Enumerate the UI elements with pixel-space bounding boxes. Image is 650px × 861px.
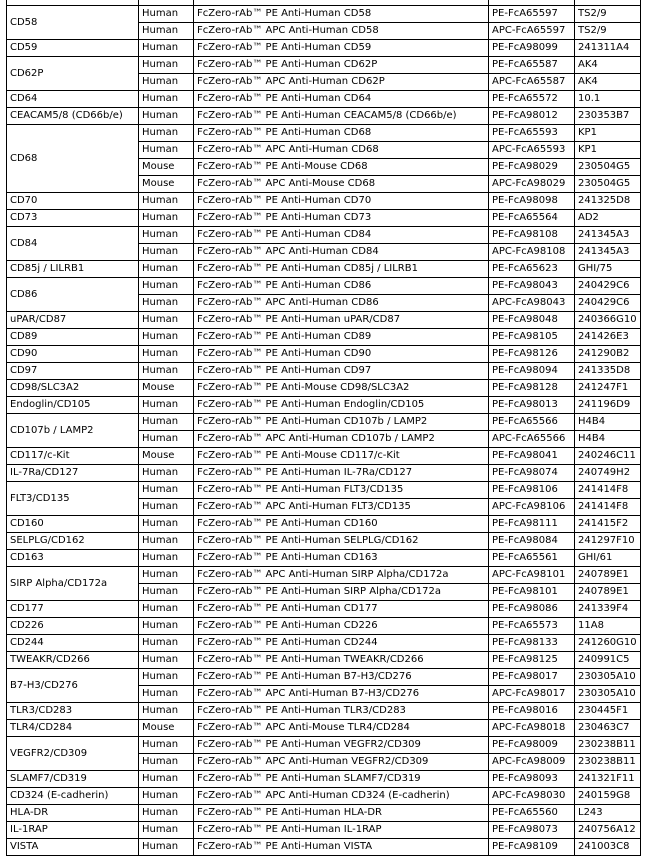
clone-cell: 240991C5 — [575, 652, 641, 669]
product-name-cell: FcZero-rAb™ APC Anti-Human CD107b / LAMP2 — [194, 431, 489, 448]
clone-cell: 230504G5 — [575, 176, 641, 193]
catalog-number-cell: PE-FcA98108 — [489, 227, 575, 244]
target-cell: CD98/SLC3A2 — [7, 380, 139, 397]
table-row — [7, 601, 641, 618]
table-row — [7, 57, 641, 74]
catalog-number-cell: APC-FcA98009 — [489, 754, 575, 771]
product-name-cell: FcZero-rAb™ PE Anti-Human CD107b / LAMP2 — [194, 414, 489, 431]
catalog-number-cell: PE-FcA98111 — [489, 516, 575, 533]
species-cell: Mouse — [139, 380, 194, 397]
target-cell: CD107b / LAMP2 — [7, 414, 139, 448]
product-name-cell: FcZero-rAb™ PE Anti-Human TLR3/CD283 — [194, 703, 489, 720]
table-row — [7, 618, 641, 635]
product-name-cell: FcZero-rAb™ PE Anti-Human CD59 — [194, 40, 489, 57]
catalog-number-cell: PE-FcA98017 — [489, 669, 575, 686]
product-name-cell: FcZero-rAb™ APC Anti-Human B7-H3/CD276 — [194, 686, 489, 703]
species-cell: Human — [139, 91, 194, 108]
clone-cell: 230445F1 — [575, 703, 641, 720]
species-cell: Human — [139, 193, 194, 210]
product-name-cell: FcZero-rAb™ PE Anti-Human CD84 — [194, 227, 489, 244]
target-cell: uPAR/CD87 — [7, 312, 139, 329]
table-row — [7, 193, 641, 210]
clone-cell: 241290B2 — [575, 346, 641, 363]
catalog-number-cell: PE-FcA98133 — [489, 635, 575, 652]
clone-cell: 241345A3 — [575, 244, 641, 261]
clone-cell: 241345A3 — [575, 227, 641, 244]
species-cell: Human — [139, 839, 194, 856]
species-cell: Human — [139, 346, 194, 363]
catalog-number-cell: PE-FcA98098 — [489, 193, 575, 210]
species-cell: Mouse — [139, 448, 194, 465]
clone-cell: 240429C6 — [575, 295, 641, 312]
target-cell: SELPLG/CD162 — [7, 533, 139, 550]
species-cell: Human — [139, 74, 194, 91]
table-row — [7, 805, 641, 822]
species-cell: Human — [139, 805, 194, 822]
catalog-number-cell: PE-FcA98073 — [489, 822, 575, 839]
clone-cell: GHI/61 — [575, 550, 641, 567]
clone-cell: KP1 — [575, 125, 641, 142]
clone-cell: 241339F4 — [575, 601, 641, 618]
product-name-cell: FcZero-rAb™ PE Anti-Human CD160 — [194, 516, 489, 533]
species-cell: Human — [139, 550, 194, 567]
product-name-cell: FcZero-rAb™ PE Anti-Mouse CD68 — [194, 159, 489, 176]
catalog-number-cell: PE-FcA98101 — [489, 584, 575, 601]
species-cell: Human — [139, 40, 194, 57]
catalog-number-cell: PE-FcA98125 — [489, 652, 575, 669]
catalog-number-cell: PE-FcA65564 — [489, 210, 575, 227]
target-cell: CD84 — [7, 227, 139, 261]
product-name-cell: FcZero-rAb™ PE Anti-Mouse CD117/c-Kit — [194, 448, 489, 465]
target-cell: TLR4/CD284 — [7, 720, 139, 737]
product-name-cell: FcZero-rAb™ PE Anti-Human TWEAKR/CD266 — [194, 652, 489, 669]
clone-cell: 240749H2 — [575, 465, 641, 482]
species-cell: Human — [139, 227, 194, 244]
catalog-number-cell: APC-FcA65593 — [489, 142, 575, 159]
species-cell: Human — [139, 822, 194, 839]
species-cell: Human — [139, 295, 194, 312]
species-cell: Human — [139, 465, 194, 482]
species-cell: Human — [139, 788, 194, 805]
clone-cell: 241297F10 — [575, 533, 641, 550]
clone-cell: 240159G8 — [575, 788, 641, 805]
product-name-cell: FcZero-rAb™ PE Anti-Human VISTA — [194, 839, 489, 856]
product-name-cell: FcZero-rAb™ PE Anti-Human CD62P — [194, 57, 489, 74]
clone-cell: 240789E1 — [575, 584, 641, 601]
target-cell: TWEAKR/CD266 — [7, 652, 139, 669]
clone-cell: 240756A12 — [575, 822, 641, 839]
clone-cell: 230463C7 — [575, 720, 641, 737]
clone-cell: 240789E1 — [575, 567, 641, 584]
species-cell: Human — [139, 414, 194, 431]
clone-cell: 230353B7 — [575, 108, 641, 125]
product-name-cell: FcZero-rAb™ APC Anti-Human CD324 (E-cadherin) — [194, 788, 489, 805]
catalog-number-cell: APC-FcA98106 — [489, 499, 575, 516]
table-row — [7, 516, 641, 533]
target-cell: CD163 — [7, 550, 139, 567]
catalog-number-cell: PE-FcA98128 — [489, 380, 575, 397]
table-row — [7, 397, 641, 414]
clone-cell: GHI/75 — [575, 261, 641, 278]
catalog-number-cell: PE-FcA98016 — [489, 703, 575, 720]
species-cell: Human — [139, 584, 194, 601]
product-name-cell: FcZero-rAb™ PE Anti-Human FLT3/CD135 — [194, 482, 489, 499]
product-name-cell: FcZero-rAb™ APC Anti-Mouse TLR4/CD284 — [194, 720, 489, 737]
target-cell: CD64 — [7, 91, 139, 108]
target-cell: CD89 — [7, 329, 139, 346]
product-name-cell: FcZero-rAb™ PE Anti-Human CD244 — [194, 635, 489, 652]
catalog-number-cell: PE-FcA65623 — [489, 261, 575, 278]
clone-cell: 241325D8 — [575, 193, 641, 210]
species-cell: Human — [139, 567, 194, 584]
species-cell: Human — [139, 431, 194, 448]
species-cell: Human — [139, 703, 194, 720]
species-cell: Human — [139, 363, 194, 380]
product-name-cell: FcZero-rAb™ APC Anti-Human CD62P — [194, 74, 489, 91]
product-name-cell: FcZero-rAb™ PE Anti-Human CD89 — [194, 329, 489, 346]
table-row — [7, 771, 641, 788]
catalog-number-cell: PE-FcA98084 — [489, 533, 575, 550]
target-cell: VEGFR2/CD309 — [7, 737, 139, 771]
catalog-number-cell: PE-FcA65561 — [489, 550, 575, 567]
table-row — [7, 261, 641, 278]
species-cell: Human — [139, 312, 194, 329]
catalog-number-cell: PE-FcA65566 — [489, 414, 575, 431]
species-cell: Human — [139, 652, 194, 669]
catalog-number-cell: APC-FcA98101 — [489, 567, 575, 584]
product-name-cell: FcZero-rAb™ PE Anti-Human CD177 — [194, 601, 489, 618]
target-cell: IL-1RAP — [7, 822, 139, 839]
target-cell: CD62P — [7, 57, 139, 91]
table-row — [7, 703, 641, 720]
catalog-number-cell: PE-FcA98086 — [489, 601, 575, 618]
product-name-cell: FcZero-rAb™ PE Anti-Human B7-H3/CD276 — [194, 669, 489, 686]
species-cell: Human — [139, 57, 194, 74]
clone-cell: 11A8 — [575, 618, 641, 635]
table-row — [7, 91, 641, 108]
catalog-number-cell: PE-FcA65593 — [489, 125, 575, 142]
catalog-number-cell: APC-FcA98043 — [489, 295, 575, 312]
catalog-number-cell: APC-FcA65597 — [489, 23, 575, 40]
product-name-cell: FcZero-rAb™ PE Anti-Human CD73 — [194, 210, 489, 227]
catalog-number-cell: PE-FcA98043 — [489, 278, 575, 295]
species-cell: Human — [139, 499, 194, 516]
catalog-number-cell: PE-FcA98074 — [489, 465, 575, 482]
target-cell: CD226 — [7, 618, 139, 635]
target-cell: SLAMF7/CD319 — [7, 771, 139, 788]
product-name-cell: FcZero-rAb™ PE Anti-Human SELPLG/CD162 — [194, 533, 489, 550]
clone-cell: 241247F1 — [575, 380, 641, 397]
product-name-cell: FcZero-rAb™ PE Anti-Human CD86 — [194, 278, 489, 295]
target-cell: CD73 — [7, 210, 139, 227]
product-name-cell: FcZero-rAb™ PE Anti-Human CD85j / LILRB1 — [194, 261, 489, 278]
table-row — [7, 227, 641, 244]
catalog-number-cell: PE-FcA98099 — [489, 40, 575, 57]
target-cell: CD324 (E-cadherin) — [7, 788, 139, 805]
clone-cell: 241311A4 — [575, 40, 641, 57]
clone-cell: 240246C11 — [575, 448, 641, 465]
catalog-number-cell: APC-FcA98029 — [489, 176, 575, 193]
species-cell: Human — [139, 516, 194, 533]
target-cell: CD177 — [7, 601, 139, 618]
product-name-cell: FcZero-rAb™ PE Anti-Human CD70 — [194, 193, 489, 210]
product-name-cell: FcZero-rAb™ PE Anti-Human IL-7Ra/CD127 — [194, 465, 489, 482]
product-name-cell: FcZero-rAb™ APC Anti-Mouse CD68 — [194, 176, 489, 193]
species-cell: Mouse — [139, 176, 194, 193]
catalog-number-cell: PE-FcA65597 — [489, 6, 575, 23]
target-cell: CD68 — [7, 125, 139, 193]
target-cell: CD97 — [7, 363, 139, 380]
species-cell: Mouse — [139, 159, 194, 176]
table-row — [7, 278, 641, 295]
product-name-cell: FcZero-rAb™ APC Anti-Human SIRP Alpha/CD172a — [194, 567, 489, 584]
clone-cell: AD2 — [575, 210, 641, 227]
product-name-cell: FcZero-rAb™ APC Anti-Human CD58 — [194, 23, 489, 40]
species-cell: Human — [139, 754, 194, 771]
catalog-number-cell: PE-FcA65587 — [489, 57, 575, 74]
product-name-cell: FcZero-rAb™ PE Anti-Human HLA-DR — [194, 805, 489, 822]
product-name-cell: FcZero-rAb™ APC Anti-Human CD84 — [194, 244, 489, 261]
species-cell: Human — [139, 278, 194, 295]
table-row — [7, 108, 641, 125]
clone-cell: 241196D9 — [575, 397, 641, 414]
table-row — [7, 380, 641, 397]
clone-cell: 241321F11 — [575, 771, 641, 788]
product-name-cell: FcZero-rAb™ PE Anti-Mouse CD98/SLC3A2 — [194, 380, 489, 397]
catalog-number-cell: PE-FcA98009 — [489, 737, 575, 754]
species-cell: Human — [139, 737, 194, 754]
species-cell: Human — [139, 669, 194, 686]
species-cell: Human — [139, 23, 194, 40]
clone-cell: 230238B11 — [575, 754, 641, 771]
table-row — [7, 669, 641, 686]
species-cell: Human — [139, 244, 194, 261]
product-name-cell: FcZero-rAb™ PE Anti-Human SLAMF7/CD319 — [194, 771, 489, 788]
table-row — [7, 822, 641, 839]
catalog-number-cell: APC-FcA98017 — [489, 686, 575, 703]
table-row — [7, 448, 641, 465]
species-cell: Human — [139, 601, 194, 618]
clone-cell: 240366G10 — [575, 312, 641, 329]
product-name-cell: FcZero-rAb™ PE Anti-Human CD58 — [194, 6, 489, 23]
table-row — [7, 567, 641, 584]
table-row — [7, 720, 641, 737]
catalog-number-cell: APC-FcA98030 — [489, 788, 575, 805]
catalog-number-cell: PE-FcA65572 — [489, 91, 575, 108]
table-row — [7, 737, 641, 754]
target-cell: CD90 — [7, 346, 139, 363]
table-row — [7, 788, 641, 805]
clone-cell: TS2/9 — [575, 6, 641, 23]
species-cell: Human — [139, 533, 194, 550]
target-cell: CD85j / LILRB1 — [7, 261, 139, 278]
species-cell: Human — [139, 6, 194, 23]
target-cell: IL-7Ra/CD127 — [7, 465, 139, 482]
catalog-number-cell: PE-FcA98094 — [489, 363, 575, 380]
product-name-cell: FcZero-rAb™ PE Anti-Human CD97 — [194, 363, 489, 380]
product-name-cell: FcZero-rAb™ PE Anti-Human Endoglin/CD105 — [194, 397, 489, 414]
table-row — [7, 550, 641, 567]
target-cell: FLT3/CD135 — [7, 482, 139, 516]
catalog-number-cell: PE-FcA98013 — [489, 397, 575, 414]
catalog-number-cell: PE-FcA98012 — [489, 108, 575, 125]
target-cell: CD59 — [7, 40, 139, 57]
species-cell: Human — [139, 108, 194, 125]
table-row — [7, 125, 641, 142]
product-name-cell: FcZero-rAb™ PE Anti-Human IL-1RAP — [194, 822, 489, 839]
target-cell: CD70 — [7, 193, 139, 210]
species-cell: Human — [139, 686, 194, 703]
table-row — [7, 635, 641, 652]
clone-cell: 241426E3 — [575, 329, 641, 346]
clone-cell: 230238B11 — [575, 737, 641, 754]
species-cell: Human — [139, 482, 194, 499]
target-cell: CD244 — [7, 635, 139, 652]
target-cell: CD160 — [7, 516, 139, 533]
product-name-cell: FcZero-rAb™ PE Anti-Human CD163 — [194, 550, 489, 567]
product-name-cell: FcZero-rAb™ PE Anti-Human CD226 — [194, 618, 489, 635]
table-row — [7, 363, 641, 380]
table-row — [7, 414, 641, 431]
catalog-number-cell: PE-FcA98106 — [489, 482, 575, 499]
clone-cell: 241414F8 — [575, 499, 641, 516]
target-cell: CD86 — [7, 278, 139, 312]
product-name-cell: FcZero-rAb™ PE Anti-Human CD90 — [194, 346, 489, 363]
target-cell: B7-H3/CD276 — [7, 669, 139, 703]
clone-cell: 10.1 — [575, 91, 641, 108]
catalog-number-cell: APC-FcA65587 — [489, 74, 575, 91]
target-cell: TLR3/CD283 — [7, 703, 139, 720]
table-row — [7, 210, 641, 227]
species-cell: Human — [139, 329, 194, 346]
antibody-table-body — [7, 0, 641, 856]
target-cell: CEACAM5/8 (CD66b/e) — [7, 108, 139, 125]
clone-cell: 241003C8 — [575, 839, 641, 856]
product-name-cell: FcZero-rAb™ PE Anti-Human CEACAM5/8 (CD66b/e) — [194, 108, 489, 125]
antibody-table — [6, 0, 641, 856]
target-cell: CD117/c-Kit — [7, 448, 139, 465]
catalog-number-cell: PE-FcA98109 — [489, 839, 575, 856]
table-row — [7, 6, 641, 23]
product-name-cell: FcZero-rAb™ PE Anti-Human uPAR/CD87 — [194, 312, 489, 329]
product-name-cell: FcZero-rAb™ APC Anti-Human VEGFR2/CD309 — [194, 754, 489, 771]
table-row — [7, 839, 641, 856]
target-cell: VISTA — [7, 839, 139, 856]
species-cell: Mouse — [139, 720, 194, 737]
table-row — [7, 533, 641, 550]
product-name-cell: FcZero-rAb™ APC Anti-Human CD68 — [194, 142, 489, 159]
clone-cell: H4B4 — [575, 431, 641, 448]
species-cell: Human — [139, 142, 194, 159]
clone-cell: 241335D8 — [575, 363, 641, 380]
species-cell: Human — [139, 771, 194, 788]
catalog-number-cell: PE-FcA65573 — [489, 618, 575, 635]
target-cell: SIRP Alpha/CD172a — [7, 567, 139, 601]
clone-cell: 230305A10 — [575, 669, 641, 686]
product-name-cell: FcZero-rAb™ PE Anti-Human CD68 — [194, 125, 489, 142]
target-cell: HLA-DR — [7, 805, 139, 822]
target-cell: Endoglin/CD105 — [7, 397, 139, 414]
clone-cell: AK4 — [575, 74, 641, 91]
catalog-number-cell: PE-FcA98048 — [489, 312, 575, 329]
clone-cell: 230504G5 — [575, 159, 641, 176]
clone-cell: 241414F8 — [575, 482, 641, 499]
catalog-number-cell: APC-FcA65566 — [489, 431, 575, 448]
species-cell: Human — [139, 635, 194, 652]
product-name-cell: FcZero-rAb™ PE Anti-Human VEGFR2/CD309 — [194, 737, 489, 754]
clone-cell: 240429C6 — [575, 278, 641, 295]
clone-cell: 241260G10 — [575, 635, 641, 652]
target-cell: CD58 — [7, 6, 139, 40]
catalog-number-cell: PE-FcA98093 — [489, 771, 575, 788]
species-cell: Human — [139, 261, 194, 278]
clone-cell: 241415F2 — [575, 516, 641, 533]
clone-cell: TS2/9 — [575, 23, 641, 40]
product-name-cell: FcZero-rAb™ PE Anti-Human SIRP Alpha/CD172a — [194, 584, 489, 601]
species-cell: Human — [139, 618, 194, 635]
table-row — [7, 40, 641, 57]
table-row — [7, 465, 641, 482]
species-cell: Human — [139, 125, 194, 142]
clone-cell: AK4 — [575, 57, 641, 74]
catalog-number-cell: PE-FcA98126 — [489, 346, 575, 363]
clone-cell: KP1 — [575, 142, 641, 159]
product-name-cell: FcZero-rAb™ APC Anti-Human FLT3/CD135 — [194, 499, 489, 516]
species-cell: Human — [139, 210, 194, 227]
table-row — [7, 482, 641, 499]
table-row — [7, 652, 641, 669]
product-name-cell: FcZero-rAb™ APC Anti-Human CD86 — [194, 295, 489, 312]
table-row — [7, 329, 641, 346]
species-cell: Human — [139, 397, 194, 414]
table-row — [7, 312, 641, 329]
table-row — [7, 346, 641, 363]
clone-cell: 230305A10 — [575, 686, 641, 703]
clone-cell: L243 — [575, 805, 641, 822]
catalog-number-cell: APC-FcA98108 — [489, 244, 575, 261]
clone-cell: H4B4 — [575, 414, 641, 431]
catalog-number-cell: PE-FcA98029 — [489, 159, 575, 176]
product-name-cell: FcZero-rAb™ PE Anti-Human CD64 — [194, 91, 489, 108]
catalog-number-cell: APC-FcA98018 — [489, 720, 575, 737]
catalog-number-cell: PE-FcA65560 — [489, 805, 575, 822]
catalog-number-cell: PE-FcA98105 — [489, 329, 575, 346]
catalog-number-cell: PE-FcA98041 — [489, 448, 575, 465]
